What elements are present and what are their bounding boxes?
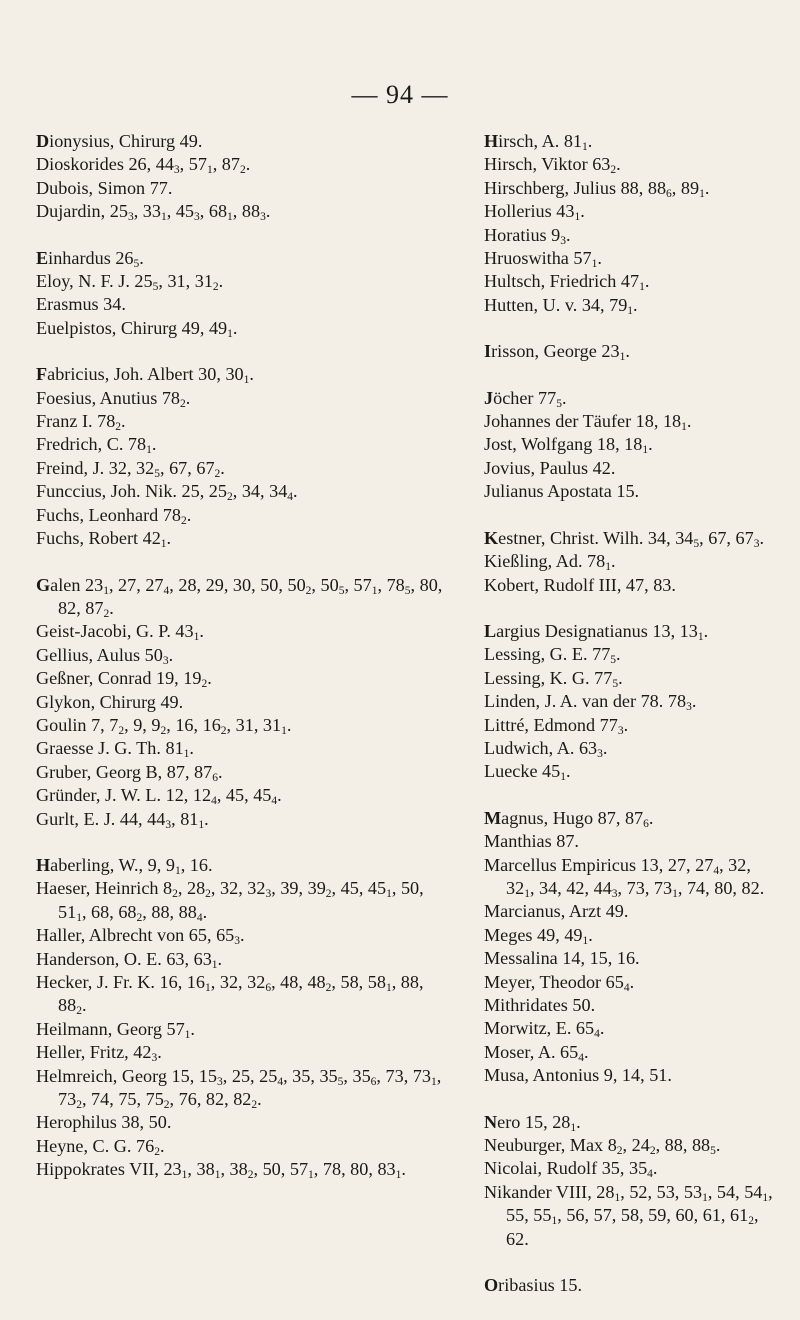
- index-column-right: [484, 130, 776, 1320]
- index-entry: Erasmus 34.: [36, 294, 126, 315]
- index-entry: Galen $23_1$, 27, $27_4$, 28, 29, 30, 50, $50_2$, $50_5$, $57_1$, $78_5$, 80, 82, $87_2$.: [36, 574, 443, 620]
- index-entry: Messalina 14, 15, 16.: [484, 948, 640, 969]
- index-entry: Meyer, Theodor $65_4$.: [484, 971, 635, 994]
- index-entry: Franz I. $78_2$.: [36, 411, 126, 434]
- index-entry: Fuchs, Leonhard $78_2$.: [36, 504, 192, 527]
- index-entry: Dioskorides 26, $44_3$, $57_1$, $87_2$.: [36, 154, 251, 177]
- index-entry: Moser, A. $65_4$.: [484, 1041, 589, 1064]
- index-entry: Funccius, Joh. Nik. 25, $25_2$, 34, $34_4$.: [36, 481, 298, 504]
- index-entry: Julianus Apostata 15.: [484, 481, 640, 502]
- index-entry: Gründer, J. W. L. 12, $12_4$, 45, $45_4$.: [36, 785, 282, 808]
- index-entry: Fuchs, Robert $42_1$.: [36, 528, 172, 551]
- index-entry: Nero 15, $28_1$.: [484, 1111, 581, 1134]
- index-entry: Kießling, Ad. $78_1$.: [484, 551, 616, 574]
- index-entry: Johannes der Täufer 18, $18_1$.: [484, 411, 692, 434]
- index-letter-group: [36, 363, 448, 550]
- index-letter-group: [484, 620, 776, 784]
- index-letter-group: [36, 130, 448, 224]
- index-entry: Ludwich, A. $63_3$.: [484, 737, 608, 760]
- index-entry: Gellius, Aulus $50_3$.: [36, 644, 174, 667]
- index-letter-group: [484, 387, 776, 504]
- index-entry: Kestner, Christ. Wilh. 34, $34_5$, 67, $67_3$.: [484, 527, 764, 550]
- index-entry: Luecke $45_1$.: [484, 761, 571, 784]
- index-entry: Hollerius $43_1$.: [484, 201, 585, 224]
- index-entry: Euelpistos, Chirurg 49, $49_1$.: [36, 317, 238, 340]
- index-entry: Heilmann, Georg $57_1$.: [36, 1018, 195, 1041]
- index-entry: Dionysius, Chirurg 49.: [36, 131, 203, 151]
- index-entry: Dujardin, $25_3$, $33_1$, $45_3$, $68_1$, $88_3$.: [36, 201, 271, 224]
- index-entry: Freind, J. 32, $32_5$, 67, $67_2$.: [36, 457, 225, 480]
- index-entry: Meges 49, $49_1$.: [484, 924, 593, 947]
- index-entry: Handerson, O. E. 63, $63_1$.: [36, 948, 223, 971]
- index-letter-group: [36, 247, 448, 341]
- index-entry: Jovius, Paulus 42.: [484, 457, 616, 478]
- index-entry: Hirsch, Viktor $63_2$.: [484, 154, 621, 177]
- index-letter-group: [484, 130, 776, 317]
- index-entry: Littré, Edmond $77_3$.: [484, 714, 629, 737]
- index-entry: Einhardus $26_5$.: [36, 247, 144, 270]
- index-entry: Foesius, Anutius $78_2$.: [36, 387, 191, 410]
- index-entry: Neuburger, Max $8_2$, $24_2$, 88, $88_5$.: [484, 1135, 721, 1158]
- index-entry: Horatius $9_3$.: [484, 224, 571, 247]
- index-entry: Heller, Fritz, $42_3$.: [36, 1042, 162, 1065]
- index-entry: Eloy, N. F. J. $25_5$, 31, $31_2$.: [36, 271, 224, 294]
- index-entry: Hippokrates VII, $23_1$, $38_1$, $38_2$, 50, $57_1$, 78, 80, $83_1$.: [36, 1159, 406, 1182]
- index-entry: Nikander VIII, $28_1$, 52, 53, $53_1$, 54, $54_1$, 55, $55_1$, 56, 57, 58, 59, 60, 61, $61_2$, 62.: [484, 1181, 773, 1249]
- index-entry: Marcianus, Arzt 49.: [484, 901, 629, 922]
- index-entry: Hirschberg, Julius 88, $88_6$, $89_1$.: [484, 177, 710, 200]
- index-entry: Heyne, C. G. $76_2$.: [36, 1135, 165, 1158]
- index-entry: Gruber, Georg B, 87, $87_6$.: [36, 761, 223, 784]
- index-entry: Fabricius, Joh. Albert 30, $30_1$.: [36, 364, 254, 387]
- index-entry: Graesse J. G. Th. $81_1$.: [36, 738, 194, 761]
- index-letter-group: [484, 1111, 776, 1251]
- index-entry: Irisson, George $23_1$.: [484, 341, 630, 364]
- index-entry: Herophilus 38, 50.: [36, 1112, 172, 1133]
- index-letter-group: [36, 854, 448, 1182]
- index-entry: Marcellus Empiricus 13, 27, $27_4$, 32, $32_1$, 34, 42, $44_3$, 73, $73_1$, 74, 80, 82.: [484, 854, 765, 900]
- index-entry: Haller, Albrecht von 65, $65_3$.: [36, 925, 245, 948]
- index-entry: Geßner, Conrad 19, $19_2$.: [36, 668, 212, 691]
- index-column-left: [36, 130, 448, 1205]
- index-entry: Dubois, Simon 77.: [36, 177, 173, 198]
- index-entry: Oribasius 15.: [484, 1275, 583, 1296]
- index-entry: Glykon, Chirurg 49.: [36, 691, 184, 712]
- index-entry: Geist-Jacobi, G. P. $43_1$.: [36, 621, 204, 644]
- index-entry: Hecker, J. Fr. K. 16, $16_1$, 32, $32_6$, 48, $48_2$, 58, $58_1$, 88, $88_2$.: [36, 972, 424, 1018]
- index-entry: Mithridates 50.: [484, 995, 596, 1015]
- index-entry: Goulin 7, $7_2$, 9, $9_2$, 16, $16_2$, 31, $31_1$.: [36, 714, 292, 737]
- index-entry: Jost, Wolfgang 18, $18_1$.: [484, 434, 653, 457]
- index-entry: Hultsch, Friedrich $47_1$.: [484, 271, 650, 294]
- index-entry: Haberling, W., 9, $9_1$, 16.: [36, 854, 213, 877]
- index-letter-group: [484, 340, 776, 363]
- index-letter-group: [484, 807, 776, 1088]
- index-entry: Lessing, K. G. $77_5$.: [484, 667, 623, 690]
- index-entry: Hruoswitha $57_1$.: [484, 248, 602, 271]
- index-entry: Hirsch, A. $81_1$.: [484, 131, 593, 153]
- index-entry: Lessing, G. E. $77_5$.: [484, 644, 621, 667]
- index-entry: Linden, J. A. van der 78. $78_3$.: [484, 691, 697, 714]
- index-entry: Helmreich, Georg 15, $15_3$, 25, $25_4$, 35, $35_5$, $35_6$, 73, $73_1$, $73_2$, 74, 75, $75_2$, 76, 82, $82_2$.: [36, 1065, 442, 1112]
- index-letter-group: [484, 1274, 776, 1297]
- index-letter-group: [36, 574, 448, 831]
- index-entry: Hutten, U. v. 34, $79_1$.: [484, 294, 638, 317]
- index-letter-group: [484, 527, 776, 597]
- index-entry: Largius Designatianus 13, $13_1$.: [484, 620, 709, 643]
- index-entry: Kobert, Rudolf III, 47, 83.: [484, 574, 676, 595]
- index-entry: Jöcher $77_5$.: [484, 387, 567, 410]
- index-entry: Fredrich, C. $78_1$.: [36, 434, 157, 457]
- index-entry: Manthias 87.: [484, 831, 579, 852]
- page-number: — 94 —: [351, 80, 449, 109]
- index-entry: Gurlt, E. J. 44, $44_3$, $81_1$.: [36, 808, 209, 831]
- index-entry: Nicolai, Rudolf 35, $35_4$.: [484, 1158, 658, 1181]
- index-entry: Musa, Antonius 9, 14, 51.: [484, 1065, 672, 1086]
- index-entry: Haeser, Heinrich $8_2$, $28_2$, 32, $32_3$, 39, $39_2$, 45, $45_1$, 50, $51_1$, 68, $68_2$, 88, $88_4$.: [36, 878, 424, 924]
- index-entry: Magnus, Hugo 87, $87_6$.: [484, 807, 654, 830]
- index-entry: Morwitz, E. $65_4$.: [484, 1018, 605, 1041]
